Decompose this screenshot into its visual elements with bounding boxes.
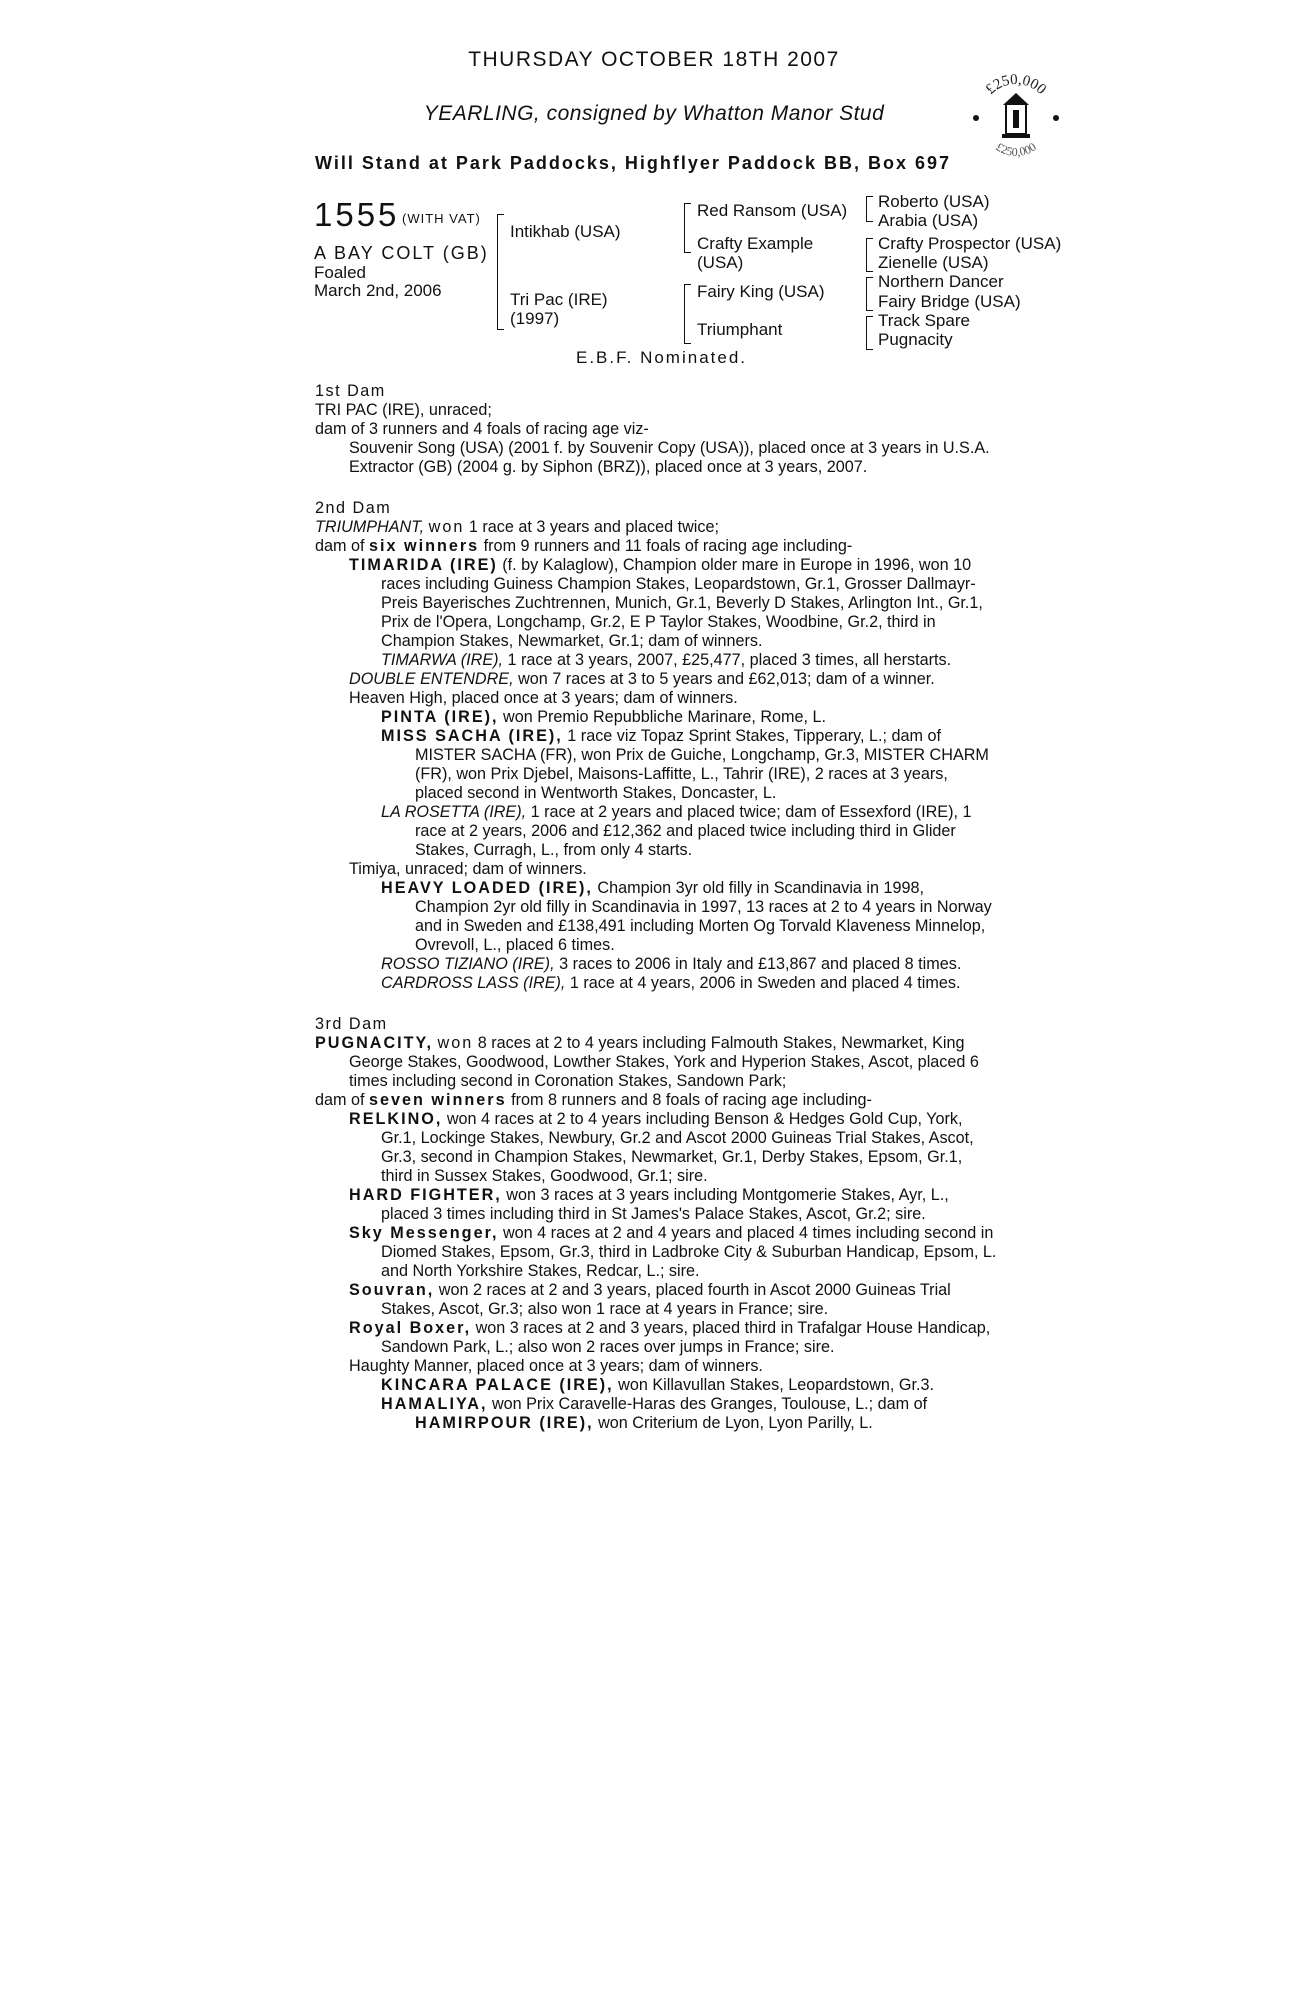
horse-record: (f. by Kalaglow), Champion older mare in Europe in 1996, won 10 races including Guiness Champion Stakes, Leopardstown, Gr.1, Grosser Dallmayr-Preis Bayerisches Zuchtrennen, Munich, Gr.1, Beverly D Stakes, Arlington Int., Gr.1, Prix de l'Opera, Longchamp, Gr.2, E P Taylor Stakes, Woodbine, Gr.2, third in Champion Stakes, Newmarket, Gr.1; dam of winners. [381, 556, 983, 650]
offspring-entry [315, 708, 998, 727]
family-details [315, 382, 998, 1433]
first-dam-heading: 1st Dam [315, 382, 386, 400]
vat-note: (WITH VAT) [402, 211, 481, 226]
pedigree-brace-dd [866, 316, 873, 350]
offspring-entry [315, 1224, 998, 1281]
horse-record: won 4 races at 2 and 4 years and placed 4 times including second in Diomed Stakes, Epsom, Gr.3, third in Ladbroke City & Suburban Handicap, Epsom, L. and North Yorkshire Stakes, Redcar, L.; sire. [381, 1224, 997, 1280]
won-label: won [437, 1034, 474, 1052]
second-dam-produce [315, 537, 998, 556]
lot-number: 1555 [314, 196, 400, 233]
offspring-entry [315, 1395, 998, 1433]
horse-record: won 2 races at 2 and 3 years, placed fourth in Ascot 2000 Guineas Trial Stakes, Ascot, Gr.3; also won 1 race at 4 years in France; sire. [381, 1281, 951, 1318]
horse-record: won 7 races at 3 to 5 years and £62,013; dam of a winner. [518, 670, 935, 688]
pedigree-sire-sire: Red Ransom (USA) [697, 201, 848, 220]
third-dam-line [315, 1034, 998, 1091]
foaled-date: March 2nd, 2006 [314, 281, 442, 300]
horse-record: won Killavullan Stakes, Leopardstown, Gr.3. [618, 1376, 934, 1394]
second-dam-heading: 2nd Dam [315, 499, 392, 517]
horse-record: won Criterium de Lyon, Lyon Parilly, L. [598, 1414, 873, 1432]
offspring-entry: Heaven High, placed once at 3 years; dam of winners. [349, 689, 738, 707]
horse-name: Royal Boxer, [349, 1319, 472, 1337]
dam-record: 8 races at 2 to 4 years including Falmouth Stakes, Newmarket, King George Stakes, Goodwood, Lowther Stakes, York and Hyperion Stakes, Ascot, placed 6 times including second in Coronation Stakes, Sandown Park; [349, 1034, 979, 1090]
ebf-nominated: E.B.F. Nominated. [576, 348, 748, 367]
horse-name: Sky Messenger, [349, 1224, 499, 1242]
offspring-entry [315, 974, 998, 993]
produce-prefix: dam of [315, 537, 365, 555]
offspring-entry [315, 670, 998, 689]
pedigree-dss: Northern Dancer [878, 272, 1004, 291]
first-dam-produce: dam of 3 runners and 4 foals of racing age viz- [315, 420, 649, 438]
stand-location: Will Stand at Park Paddocks, Highflyer Paddock BB, Box 697 [315, 153, 951, 173]
horse-name: HARD FIGHTER, [349, 1186, 502, 1204]
produce-suffix: from 8 runners and 8 foals of racing age including- [511, 1091, 872, 1109]
offspring-entry: Extractor (GB) (2004 g. by Siphon (BRZ)), placed once at 3 years, 2007. [349, 458, 868, 476]
third-dam-heading: 3rd Dam [315, 1015, 388, 1033]
pedigree-ddd: Pugnacity [878, 330, 953, 349]
pedigree-sds: Crafty Prospector (USA) [878, 234, 1062, 253]
pedigree-sire-dam-origin: (USA) [697, 253, 744, 272]
offspring-entry [315, 879, 998, 955]
pedigree-brace-ds [866, 277, 873, 311]
horse-name: HEAVY LOADED (IRE), [381, 879, 593, 897]
horse-name: KINCARA PALACE (IRE), [381, 1376, 614, 1394]
pedigree-sire: Intikhab (USA) [510, 222, 621, 241]
pedigree-dds: Track Spare [878, 311, 970, 330]
horse-name: TIMARIDA (IRE) [349, 556, 498, 574]
offspring-entry [315, 803, 998, 860]
pedigree-dam-year: (1997) [510, 309, 560, 328]
horse-name: CARDROSS LASS (IRE), [381, 974, 566, 992]
horse-name: LA ROSETTA (IRE), [381, 803, 527, 821]
horse-record: Champion 3yr old filly in Scandinavia in 1998, Champion 2yr old filly in Scandinavia in 1997, 13 races at 2 to 4 years in Norway and in Sweden and £138,491 including Morten Og Torvald Klaveness Minnelop, Ovrevoll, L., placed 6 times. [415, 879, 992, 954]
pedigree-sdd: Zienelle (USA) [878, 253, 989, 272]
horse-name: TIMARWA (IRE), [381, 651, 504, 669]
horse-record: won 3 races at 2 and 3 years, placed third in Trafalgar House Handicap, Sandown Park, L.; also won 2 races over jumps in France; sire. [381, 1319, 991, 1356]
second-dam-line [315, 518, 998, 537]
offspring-entry [315, 556, 998, 651]
horse-name: DOUBLE ENTENDRE, [349, 670, 514, 688]
offspring-entry: Haughty Manner, placed once at 3 years; dam of winners. [349, 1357, 763, 1375]
won-label: won [428, 518, 465, 536]
offspring-entry [315, 1110, 998, 1186]
price-stamp-icon [968, 66, 1064, 162]
dam-record: 1 race at 3 years and placed twice; [468, 518, 719, 536]
offspring-entry [315, 1281, 998, 1319]
offspring-entry [315, 1186, 998, 1224]
horse-record: 1 race viz Topaz Sprint Stakes, Tipperary, L.; dam of MISTER SACHA (FR), won Prix de Guiche, Longchamp, Gr.3, MISTER CHARM (FR), won Prix Djebel, Maisons-Laffitte, L., Tahrir (IRE), 2 races at 3 years, placed second in Wentworth Stakes, Doncaster, L. [415, 727, 989, 802]
winners-count: six winners [369, 537, 480, 555]
horse-name: HAMALIYA, [381, 1395, 488, 1413]
horse-record: won Prix Caravelle-Haras des Granges, Toulouse, L.; dam of [491, 1395, 928, 1413]
lot-description: A BAY COLT (GB) [314, 243, 489, 263]
horse-record: 3 races to 2006 in Italy and £13,867 and placed 8 times. [559, 955, 962, 973]
first-dam-line: TRI PAC (IRE), unraced; [315, 401, 492, 419]
offspring-entry [315, 955, 998, 974]
pedigree-brace-gen1 [497, 214, 504, 330]
horse-name: RELKINO, [349, 1110, 443, 1128]
horse-record: won 4 races at 2 to 4 years including Benson & Hedges Gold Cup, York, Gr.1, Lockinge Stakes, Newbury, Gr.2 and Ascot 2000 Guineas Trial Stakes, Ascot, Gr.3, second in Champion Stakes, Newmarket, Gr.1, Derby Stakes, Epsom, Gr.1, third in Sussex Stakes, Goodwood, Gr.1; sire. [381, 1110, 974, 1185]
pedigree-dsd: Fairy Bridge (USA) [878, 292, 1021, 311]
pedigree-dam: Tri Pac (IRE) [510, 290, 608, 309]
winners-count: seven winners [369, 1091, 507, 1109]
pedigree-dam-sire: Fairy King (USA) [697, 282, 825, 301]
pedigree-brace-sire [684, 203, 691, 253]
pedigree-sire-dam: Crafty Example [697, 234, 814, 253]
horse-name: PINTA (IRE), [381, 708, 499, 726]
pedigree-sss: Roberto (USA) [878, 192, 990, 211]
horse-name: MISS SACHA (IRE), [381, 727, 563, 745]
horse-record: won Premio Repubbliche Marinare, Rome, L. [503, 708, 827, 726]
pedigree-brace-sd [866, 238, 873, 272]
dam-name: TRIUMPHANT, [315, 518, 425, 536]
horse-name: HAMIRPOUR (IRE), [415, 1414, 594, 1432]
offspring-entry [315, 651, 998, 670]
horse-name: Souvran, [349, 1281, 435, 1299]
pedigree-dam-dam: Triumphant [697, 320, 783, 339]
produce-prefix: dam of [315, 1091, 365, 1109]
sale-date: THURSDAY OCTOBER 18TH 2007 [468, 48, 840, 71]
pedigree-ssd: Arabia (USA) [878, 211, 979, 230]
horse-record: 1 race at 3 years, 2007, £25,477, placed 3 times, all herstarts. [507, 651, 952, 669]
horse-record: 1 race at 2 years and placed twice; dam of Essexford (IRE), 1 race at 2 years, 2006 and £12,362 and placed twice including third in Glider Stakes, Curragh, L., from only 4 starts. [415, 803, 972, 859]
svg-text:£250,000: £250,000 [993, 139, 1039, 160]
horse-record: won 3 races at 3 years including Montgomerie Stakes, Ayr, L., placed 3 times including third in St James's Palace Stakes, Ascot, Gr.2; sire. [381, 1186, 949, 1223]
offspring-entry [315, 1319, 998, 1357]
produce-suffix: from 9 runners and 11 foals of racing age including- [483, 537, 853, 555]
pedigree-brace-dam [684, 284, 691, 344]
consignment-line: YEARLING, consigned by Whatton Manor Stud [423, 102, 885, 125]
foaled-label: Foaled [314, 263, 366, 282]
offspring-entry [315, 1376, 998, 1395]
svg-text:£250,000: £250,000 [982, 71, 1050, 98]
pedigree-brace-ss [866, 196, 873, 222]
horse-name: ROSSO TIZIANO (IRE), [381, 955, 555, 973]
offspring-entry: Souvenir Song (USA) (2001 f. by Souvenir Copy (USA)), placed once at 3 years in U.S.A. [349, 439, 990, 457]
offspring-entry: Timiya, unraced; dam of winners. [349, 860, 587, 878]
horse-record: 1 race at 4 years, 2006 in Sweden and placed 4 times. [569, 974, 961, 992]
third-dam-produce [315, 1091, 998, 1110]
dam-name: PUGNACITY, [315, 1034, 434, 1052]
offspring-entry [315, 727, 998, 803]
